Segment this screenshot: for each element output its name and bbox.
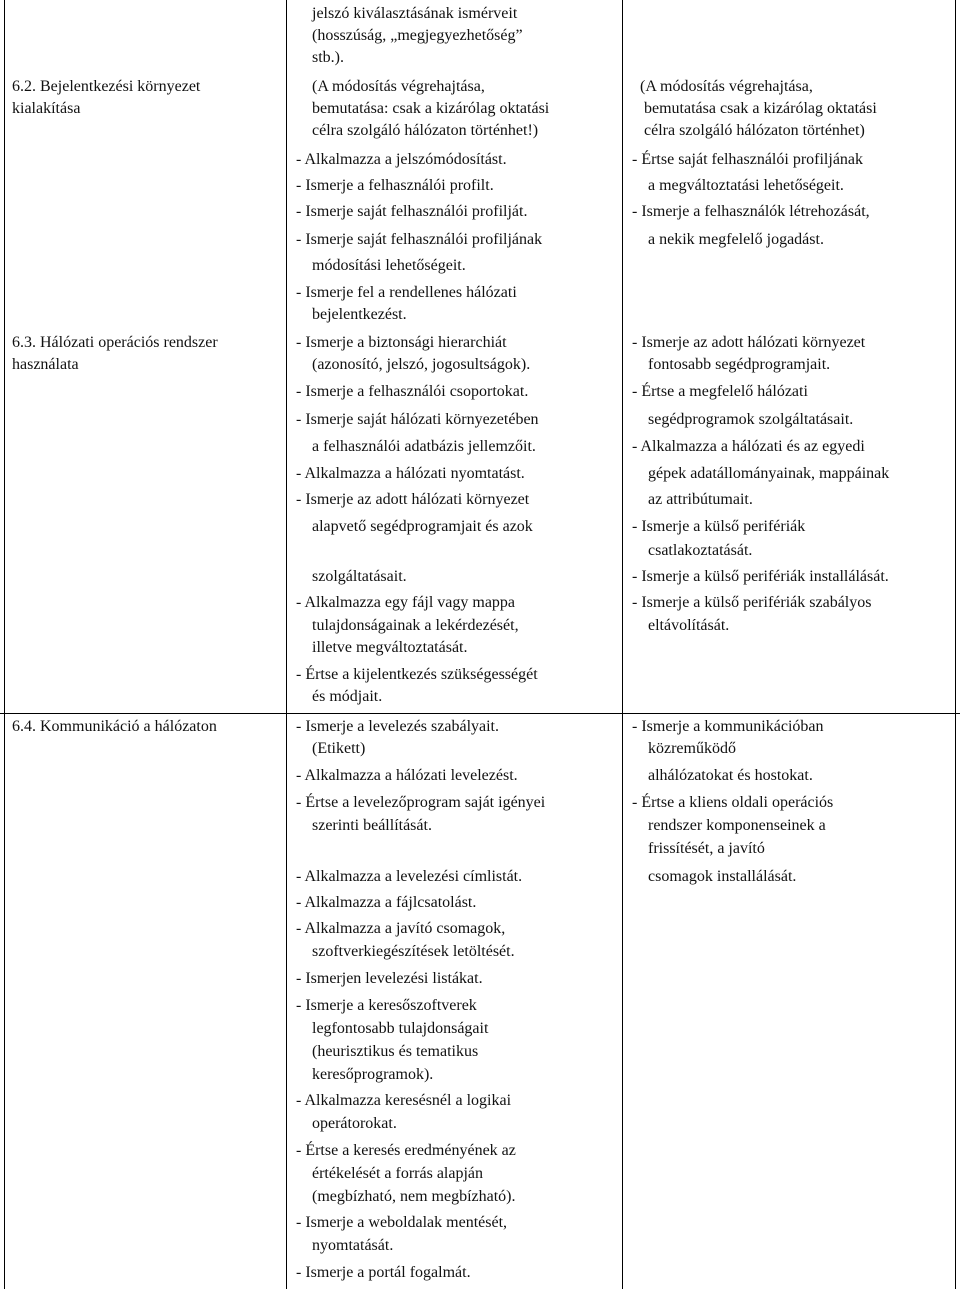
list-item: - Ismerje saját felhasználói profilját.: [296, 203, 528, 220]
list-item: - Értse a keresés eredményének az: [296, 1142, 516, 1159]
list-item: szoftverkiegészítések letöltését.: [312, 943, 515, 960]
section-6-2-title-cont: kialakítása: [12, 100, 81, 117]
list-item: a megváltoztatási lehetőségeit.: [648, 177, 844, 194]
list-item: - Alkalmazza a levelezési címlistát.: [296, 868, 523, 885]
list-item: - Alkalmazza egy fájl vagy mappa: [296, 594, 516, 611]
list-item: - Ismerje a portál fogalmát.: [296, 1264, 471, 1281]
list-item: - Ismerje saját felhasználói profiljának: [296, 231, 543, 248]
list-item: szerinti beállítását.: [312, 817, 432, 834]
list-item: - Ismerje az adott hálózati környezet: [296, 491, 530, 508]
list-item: csomagok installálását.: [648, 868, 797, 885]
list-item: - Ismerje fel a rendellenes hálózati: [296, 284, 517, 301]
list-item: - Értse a kliens oldali operációs: [632, 794, 834, 811]
list-item: - Alkalmazza a hálózati levelezést.: [296, 767, 518, 784]
list-item: - Ismerje a biztonsági hierarchiát: [296, 334, 507, 351]
list-item: alapvető segédprogramjait és azok: [312, 518, 533, 535]
list-item: alhálózatokat és hostokat.: [648, 767, 813, 784]
list-item: bemutatása: csak a kizárólag oktatási: [312, 100, 550, 117]
list-item: nyomtatását.: [312, 1237, 394, 1254]
list-item: - Értse a levelezőprogram saját igényei: [296, 794, 546, 811]
section-6-3-title: 6.3. Hálózati operációs rendszer: [12, 334, 218, 351]
list-item: legfontosabb tulajdonságait: [312, 1020, 489, 1037]
list-item: tulajdonságainak a lekérdezését,: [312, 617, 519, 634]
table-divider-2: [622, 0, 623, 1289]
list-item: illetve megváltoztatását.: [312, 639, 468, 656]
list-item: - Értse a megfelelő hálózati: [632, 383, 808, 400]
list-item: operátorokat.: [312, 1115, 397, 1132]
list-item: keresőprogramok).: [312, 1066, 434, 1083]
list-item: (azonosító, jelszó, jogosultságok).: [312, 356, 531, 373]
list-item: bejelentkezést.: [312, 306, 407, 323]
list-item: rendszer komponenseinek a: [648, 817, 826, 834]
list-item: az attribútumait.: [648, 491, 753, 508]
list-item: - Alkalmazza a jelszómódosítást.: [296, 151, 507, 168]
list-item: (Etikett): [312, 740, 366, 757]
table-border-left: [4, 0, 5, 1289]
section-6-3-title-cont: használata: [12, 356, 79, 373]
list-item: (A módosítás végrehajtása,: [640, 78, 813, 95]
list-item: - Ismerje az adott hálózati környezet: [632, 334, 866, 351]
list-item: (heurisztikus és tematikus: [312, 1043, 479, 1060]
list-item: csatlakoztatását.: [648, 542, 753, 559]
list-item: - Ismerje a külső perifériák: [632, 518, 806, 535]
section-6-4-title: 6.4. Kommunikáció a hálózaton: [12, 718, 217, 735]
list-item: - Ismerje a weboldalak mentését,: [296, 1214, 508, 1231]
list-item: segédprogramok szolgáltatásait.: [648, 411, 854, 428]
list-item: módosítási lehetőségeit.: [312, 257, 466, 274]
list-item: - Alkalmazza a fájlcsatolást.: [296, 894, 477, 911]
table-row-divider: [0, 713, 960, 714]
list-item: - Értse saját felhasználói profiljának: [632, 151, 864, 168]
list-item: - Alkalmazza a hálózati és az egyedi: [632, 438, 865, 455]
list-item: - Alkalmazza keresésnél a logikai: [296, 1092, 512, 1109]
list-item: - Ismerje a külső perifériák installálását.: [632, 568, 889, 585]
list-item: - Alkalmazza a hálózati nyomtatást.: [296, 465, 525, 482]
list-item: - Ismerje a felhasználói profilt.: [296, 177, 494, 194]
list-item: - Ismerje a keresőszoftverek: [296, 997, 477, 1014]
list-item: közreműködő: [648, 740, 736, 757]
list-item: - Ismerje a kommunikációban: [632, 718, 824, 735]
list-item: - Ismerje a külső perifériák szabályos: [632, 594, 872, 611]
list-item: - Ismerje a levelezés szabályait.: [296, 718, 499, 735]
list-item: bemutatása csak a kizárólag oktatási: [644, 100, 877, 117]
list-item: szolgáltatásait.: [312, 568, 407, 585]
table-border-right: [955, 0, 956, 1289]
list-item: gépek adatállományainak, mappáinak: [648, 465, 890, 482]
list-item: eltávolítását.: [648, 617, 730, 634]
list-item: a felhasználói adatbázis jellemzőit.: [312, 438, 536, 455]
list-item: stb.).: [312, 49, 344, 66]
table-divider-1: [286, 0, 287, 1289]
list-item: - Alkalmazza a javító csomagok,: [296, 920, 506, 937]
list-item: (A módosítás végrehajtása,: [312, 78, 485, 95]
section-6-2-title: 6.2. Bejelentkezési környezet: [12, 78, 201, 95]
list-item: és módjait.: [312, 688, 383, 705]
list-item: fontosabb segédprogramjait.: [648, 356, 831, 373]
list-item: célra szolgáló hálózaton történhet!): [312, 122, 539, 139]
list-item: - Ismerje a felhasználói csoportokat.: [296, 383, 529, 400]
list-item: - Ismerje saját hálózati környezetében: [296, 411, 539, 428]
list-item: - Értse a kijelentkezés szükségességét: [296, 666, 538, 683]
list-item: értékelését a forrás alapján: [312, 1165, 484, 1182]
list-item: (megbízható, nem megbízható).: [312, 1188, 516, 1205]
list-item: frissítését, a javító: [648, 840, 765, 857]
list-item: célra szolgáló hálózaton történhet): [644, 122, 865, 139]
list-item: - Ismerjen levelezési listákat.: [296, 970, 483, 987]
list-item: jelszó kiválasztásának ismérveit: [312, 5, 518, 22]
list-item: a nekik megfelelő jogadást.: [648, 231, 824, 248]
list-item: (hosszúság, „megjegyezhetőség”: [312, 27, 523, 44]
list-item: - Ismerje a felhasználók létrehozását,: [632, 203, 870, 220]
